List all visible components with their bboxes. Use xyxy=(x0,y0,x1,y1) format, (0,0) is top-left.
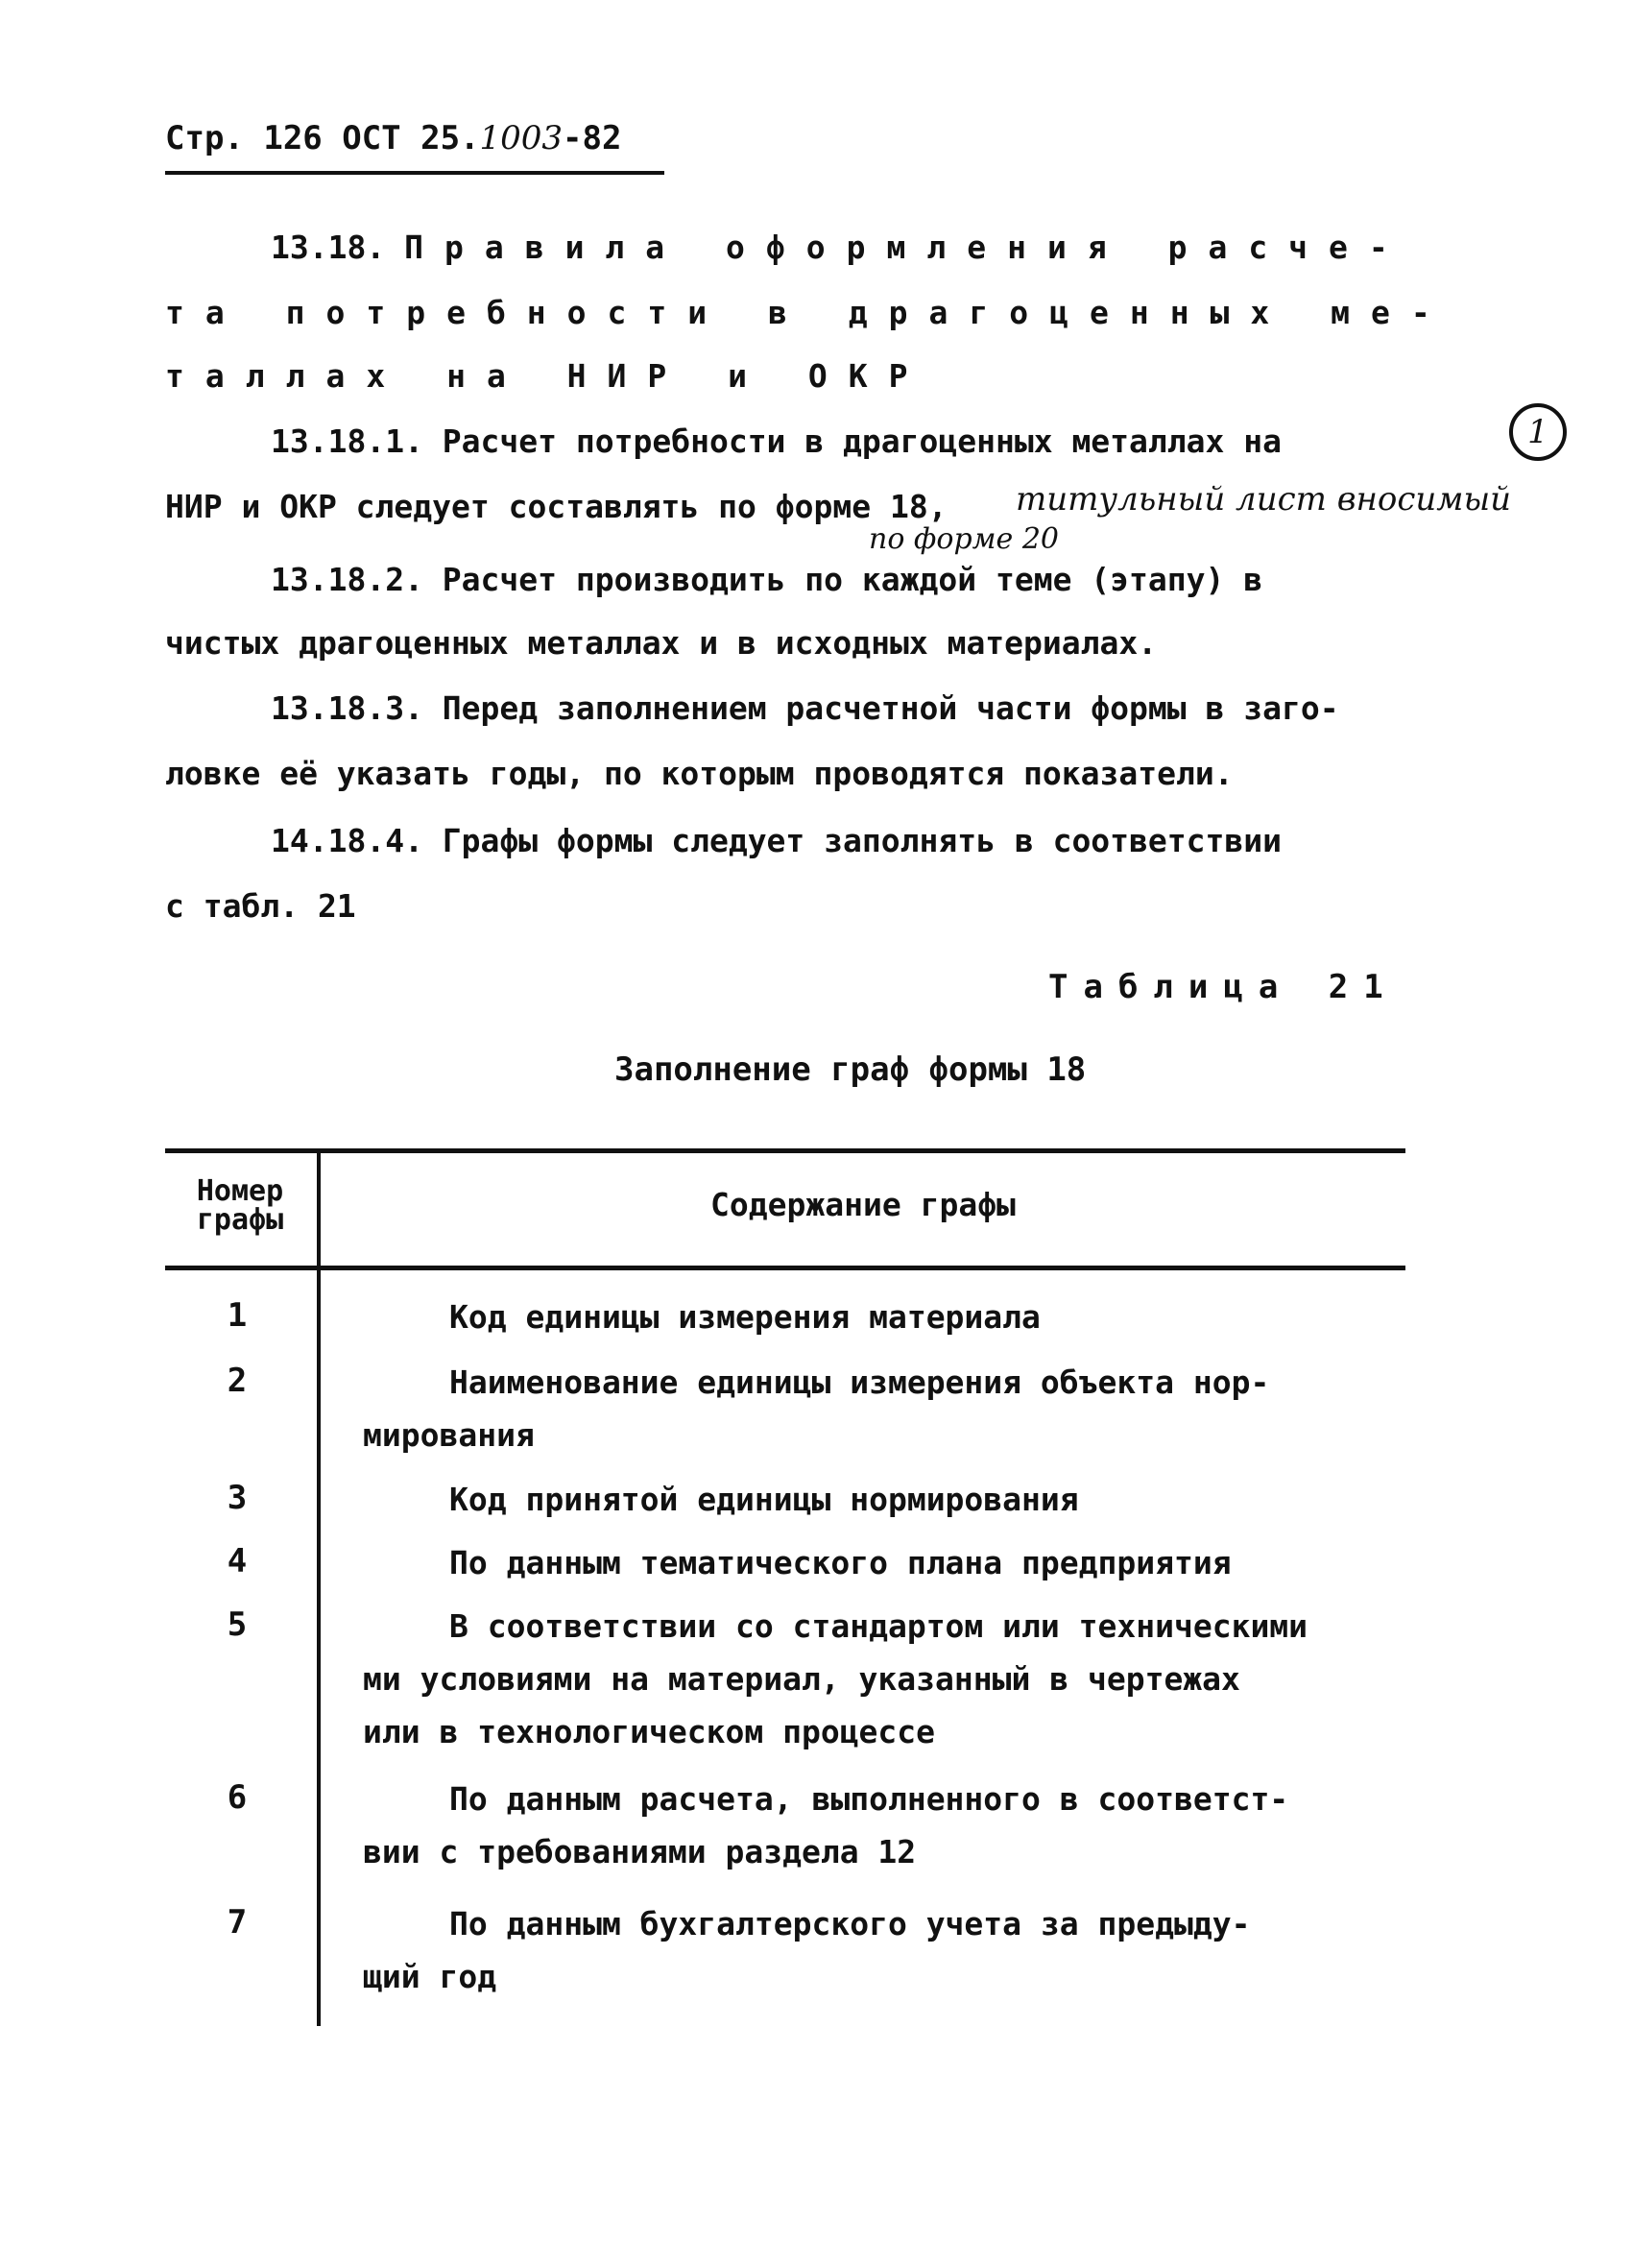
table-row-5-line-2: ми условиями на материал, указанный в чертежах xyxy=(363,1660,1240,1698)
table-row-1-line-1: Код единицы измерения материала xyxy=(449,1298,1041,1336)
table-row-4-content xyxy=(363,1536,1356,1589)
table-row-5-content xyxy=(363,1600,1356,1758)
table-row-7-content xyxy=(363,1897,1356,2003)
table-row-3-content xyxy=(363,1473,1356,1526)
table-row-1-number: 1 xyxy=(227,1296,248,1335)
table-row-7-number: 7 xyxy=(227,1903,248,1942)
paragraph-1-line-2: НИР и ОКР следует составлять по форме 18, xyxy=(165,488,948,525)
paragraph-1-line-1: 13.18.1. Расчет потребности в драгоценных металлах на xyxy=(271,422,1282,460)
header-handwritten-number: 1003 xyxy=(479,119,564,157)
table-top-rule xyxy=(165,1148,1405,1153)
section-heading-number: 13.18. xyxy=(271,229,386,266)
table-row-4-line-1: По данным тематического плана предприятия xyxy=(449,1544,1232,1581)
table-row-6-line-1: По данным расчета, выполненного в соответст- xyxy=(449,1780,1289,1818)
table-row-5-number: 5 xyxy=(227,1605,248,1644)
handwritten-note-line-2: по форме 20 xyxy=(869,522,1060,556)
table-row-7-line-1: По данным бухгалтерского учета за предыду- xyxy=(449,1905,1251,1942)
table-header-content: Содержание графы xyxy=(710,1186,1016,1223)
table-row-1-content xyxy=(363,1291,1356,1343)
table-row-4-number: 4 xyxy=(227,1542,248,1580)
section-heading-line-1 xyxy=(271,229,1409,266)
table-label: Таблица 21 xyxy=(1048,968,1399,1006)
table-row-3-number: 3 xyxy=(227,1479,248,1517)
table-row-2-content xyxy=(363,1356,1356,1461)
paragraph-4-line-1: 14.18.4. Графы формы следует заполнять в соответствии xyxy=(271,822,1282,859)
circled-mark: 1 xyxy=(1509,403,1567,461)
table-caption: Заполнение граф формы 18 xyxy=(614,1050,1087,1089)
paragraph-4-line-2: с табл. 21 xyxy=(165,887,356,925)
header-suffix: -82 xyxy=(563,119,622,157)
table-row-2-number: 2 xyxy=(227,1362,248,1400)
table-header-number-line-1: Номер xyxy=(196,1174,284,1208)
table-row-2-line-1: Наименование единицы измерения объекта нор- xyxy=(449,1363,1270,1401)
page-header xyxy=(165,119,621,157)
paragraph-2-line-1: 13.18.2. Расчет производить по каждой теме (этапу) в xyxy=(271,561,1263,598)
paragraph-2-line-2: чистых драгоценных металлах и в исходных материалах. xyxy=(165,624,1158,662)
table-row-6-line-2: вии с требованиями раздела 12 xyxy=(363,1833,917,1870)
table-row-3-line-1: Код принятой единицы нормирования xyxy=(449,1481,1079,1518)
table-header-rule xyxy=(165,1266,1405,1270)
section-heading-text-1: Правила оформления расче- xyxy=(404,229,1409,266)
table-row-6-content xyxy=(363,1773,1356,1878)
table-row-6-number: 6 xyxy=(227,1778,248,1817)
table-row-2-line-2: мирования xyxy=(363,1416,535,1454)
paragraph-3-line-2: ловке её указать годы, по которым проводятся показатели. xyxy=(165,755,1234,792)
table-row-7-line-2: щий год xyxy=(363,1958,497,1995)
header-underline xyxy=(165,171,664,175)
section-heading-line-3: таллах на НИР и ОКР xyxy=(165,357,929,395)
table-column-divider xyxy=(317,1150,321,2026)
handwritten-note-line-1: титульный лист вносимый xyxy=(1016,480,1512,519)
paragraph-3-line-1: 13.18.3. Перед заполнением расчетной части формы в заго- xyxy=(271,689,1339,727)
table-header-number-line-2: графы xyxy=(196,1203,284,1237)
section-heading-line-2: та потребности в драгоценных ме- xyxy=(165,294,1452,331)
table-row-5-line-1: В соответствии со стандартом или техническими xyxy=(449,1607,1308,1645)
table-header-number xyxy=(165,1174,315,1237)
table-row-5-line-3: или в технологическом процессе xyxy=(363,1713,936,1750)
header-prefix: Стр. 126 ОСТ 25. xyxy=(165,119,480,157)
